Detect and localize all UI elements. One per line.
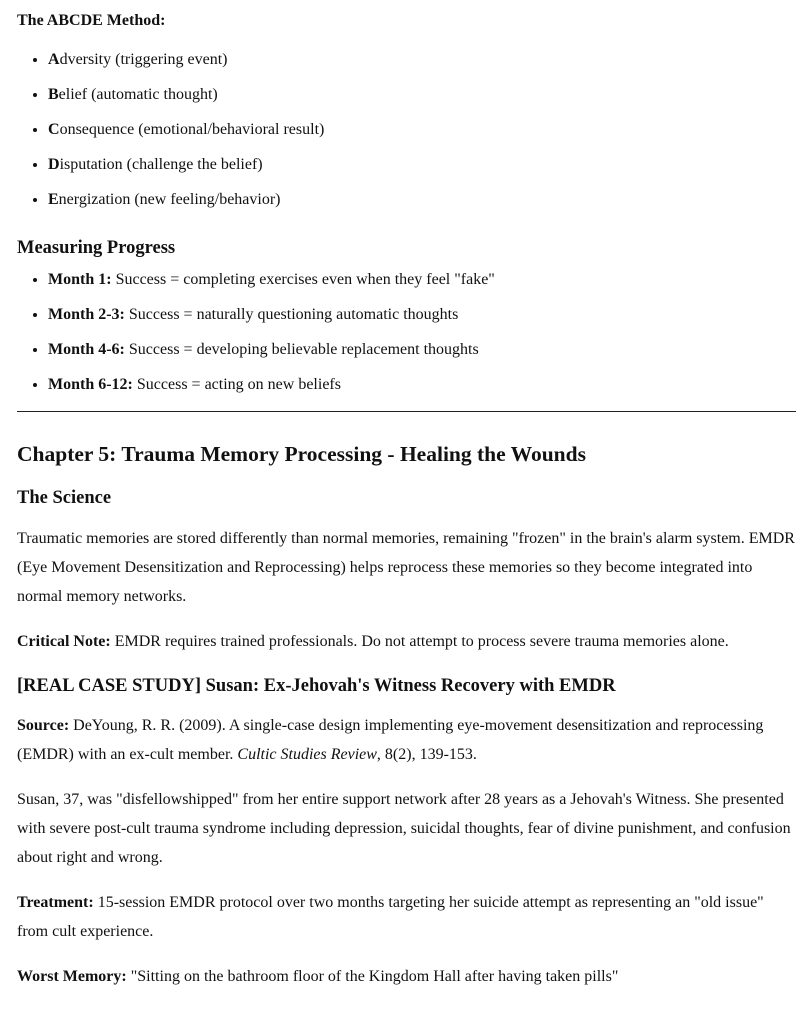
- list-item-text: elief (automatic thought): [58, 86, 218, 103]
- source-journal: Cultic Studies Review: [237, 746, 377, 763]
- list-item-text: Success = acting on new beliefs: [132, 376, 341, 393]
- abcde-method-title: The ABCDE Method:: [17, 12, 166, 29]
- critical-note-label: Critical Note:: [17, 633, 111, 650]
- source-text: DeYoung, R. R. (2009). A single-case design implementing eye-movement desensitization and reprocessing (EMDR) with an ex-cult member.: [17, 717, 764, 763]
- list-item: [48, 373, 796, 397]
- list-item-label: Month 6-12:: [48, 376, 133, 393]
- section-divider: [17, 411, 796, 412]
- abcde-list: [17, 48, 796, 212]
- list-item: [48, 338, 796, 362]
- critical-note: [17, 627, 796, 656]
- document-page: [0, 6, 810, 991]
- list-item: [48, 303, 796, 327]
- chapter-title: Chapter 5: Trauma Memory Processing - Healing the Wounds: [17, 442, 586, 466]
- worst-memory-label: Worst Memory:: [17, 968, 127, 985]
- treatment-paragraph: [17, 888, 796, 946]
- list-item: [48, 118, 796, 142]
- case-background: Susan, 37, was "disfellowshipped" from her entire support network after 28 years as a Jehovah's Witness. She presented with severe post-cult trauma syndrome including depression, suicidal thoughts, fear of divine punishment, and confusion about right and wrong.: [17, 791, 791, 866]
- list-item-label: Month 2-3:: [48, 306, 125, 323]
- list-item-text: dversity (triggering event): [59, 51, 228, 68]
- list-item-text: isputation (challenge the belief): [59, 156, 263, 173]
- list-item: [48, 83, 796, 107]
- list-item: [48, 268, 796, 292]
- list-item-label: Month 4-6:: [48, 341, 125, 358]
- list-item-text: Success = developing believable replacement thoughts: [124, 341, 479, 358]
- list-item-letter: A: [48, 51, 60, 68]
- worst-memory-paragraph: [17, 962, 796, 991]
- list-item-text: nergization (new feeling/behavior): [58, 191, 281, 208]
- treatment-text: 15-session EMDR protocol over two months targeting her suicide attempt as representing an "old issue" from cult experience.: [17, 894, 764, 940]
- source-label: Source:: [17, 717, 70, 734]
- list-item-letter: E: [48, 191, 59, 208]
- case-study-heading: [REAL CASE STUDY] Susan: Ex-Jehovah's Witness Recovery with EMDR: [17, 676, 616, 696]
- treatment-label: Treatment:: [17, 894, 94, 911]
- list-item-letter: B: [48, 86, 59, 103]
- list-item-letter: C: [48, 121, 60, 138]
- list-item-text: onsequence (emotional/behavioral result): [59, 121, 325, 138]
- source-details: , 8(2), 139-153.: [376, 746, 477, 763]
- list-item: [48, 48, 796, 72]
- critical-note-text: EMDR requires trained professionals. Do not attempt to process severe trauma memories alone.: [110, 633, 729, 650]
- worst-memory-text: "Sitting on the bathroom floor of the Kingdom Hall after having taken pills": [126, 968, 619, 985]
- list-item-text: Success = completing exercises even when they feel "fake": [111, 271, 495, 288]
- list-item: [48, 153, 796, 177]
- list-item-label: Month 1:: [48, 271, 112, 288]
- science-heading: The Science: [17, 488, 112, 508]
- source-citation: [17, 711, 796, 769]
- measuring-progress-heading: Measuring Progress: [17, 238, 176, 258]
- list-item: [48, 188, 796, 212]
- list-item-letter: D: [48, 156, 60, 173]
- list-item-text: Success = naturally questioning automatic thoughts: [124, 306, 459, 323]
- progress-list: [17, 268, 796, 397]
- science-paragraph: Traumatic memories are stored differently than normal memories, remaining "frozen" in the brain's alarm system. EMDR (Eye Movement Desensitization and Reprocessing) helps reprocess these memories so they become integrated into normal memory networks.: [17, 530, 795, 605]
